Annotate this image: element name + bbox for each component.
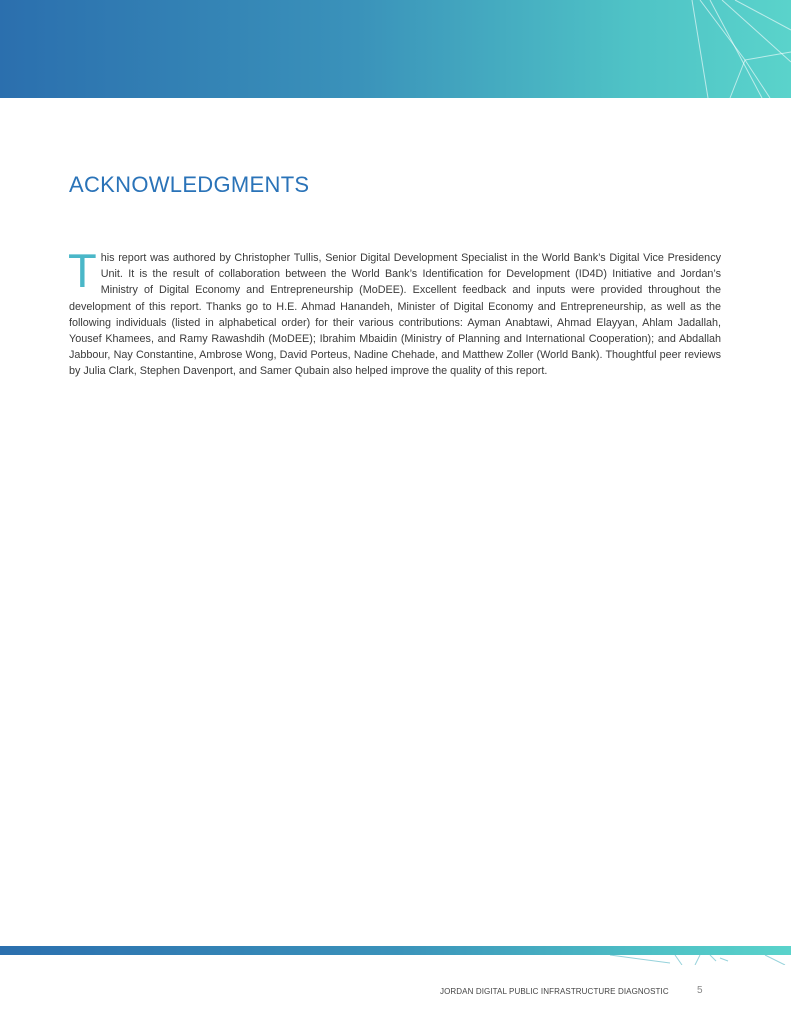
footer-lines-decoration [560, 955, 791, 965]
footer-report-title: JORDAN DIGITAL PUBLIC INFRASTRUCTURE DIAGNOSTIC [440, 987, 669, 996]
acknowledgments-paragraph [68, 244, 721, 380]
header-banner [0, 0, 791, 98]
network-lines-decoration [0, 0, 791, 98]
footer-band [0, 946, 791, 955]
drop-cap: T [68, 244, 97, 297]
acknowledgments-text: his report was authored by Christopher Tullis, Senior Digital Development Specialist in the World Bank’s Digital Vice Presidency Unit. It is the result of collaboration between the World Bank’s Identification for Development (ID4D) Initiative and Jordan’s Ministry of Digital Economy and Entrepreneurship (MoDEE). Excellent feedback and inputs were provided throughout the development of this report. Thanks go to H.E. Ahmad Hanandeh, Minister of Digital Economy and Entrepreneurship, as well as the following individuals (listed in alphabetical order) for their various contributions: Ayman Anabtawi, Ahmad Elayyan, Ahlam Jadallah, Yousef Khamees, and Ramy Rawashdih (MoDEE); Ibrahim Mbaidin (Ministry of Planning and International Cooperation); and Abdallah Jabbour, Nay Constantine, Ambrose Wong, David Porteus, Nadine Chehade, and Matthew Zoller (World Bank). Thoughtful peer reviews by Julia Clark, Stephen Davenport, and Samer Qubain also helped improve the quality of this report. [69, 252, 721, 378]
page-number: 5 [697, 985, 703, 996]
page-title: ACKNOWLEDGMENTS [69, 172, 310, 197]
